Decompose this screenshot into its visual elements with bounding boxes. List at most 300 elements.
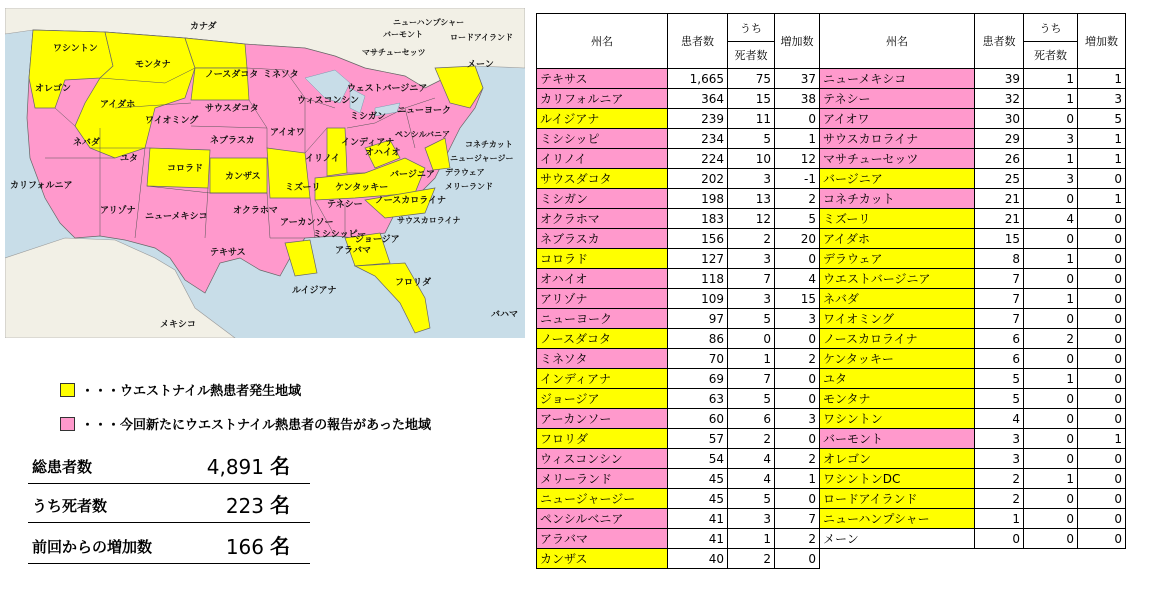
cell-patients: 86	[668, 329, 728, 349]
summary-total-patients	[28, 450, 310, 484]
table-row	[537, 509, 1126, 529]
cell-state-name: ネバダ	[820, 289, 975, 309]
table-row	[537, 129, 1126, 149]
cell-patients: 97	[668, 309, 728, 329]
cell-increase: 5	[775, 209, 820, 229]
map-label: ミシガン	[350, 112, 387, 122]
cell-state-name: ミシガン	[537, 189, 668, 209]
cell-patients: 21	[975, 209, 1024, 229]
summary-unit: 名	[270, 493, 290, 517]
cell-state-name: ニューヨーク	[537, 309, 668, 329]
cell-increase: 0	[1078, 269, 1126, 289]
summary-unit: 名	[270, 454, 290, 478]
cell-state-name: サウスカロライナ	[820, 129, 975, 149]
cell-state-name: メーン	[820, 529, 975, 549]
map-label: オハイオ	[365, 148, 401, 158]
cell-state-name: ウエストバージニア	[820, 269, 975, 289]
map-label: メーン	[467, 60, 494, 70]
cell-patients: 118	[668, 269, 728, 289]
cell-state-name: モンタナ	[820, 389, 975, 409]
map-label: ニューハンプシャー	[393, 18, 465, 27]
summary-label: うち死者数	[32, 497, 108, 515]
cell-state-name: マサチューセッツ	[820, 149, 975, 169]
cell-state-name: アーカンソー	[537, 409, 668, 429]
cell-deaths: 4	[728, 469, 775, 489]
cell-increase: 1	[1078, 149, 1126, 169]
map-label: ウェストバージニア	[347, 84, 428, 94]
map-label: ワイオミング	[145, 116, 199, 126]
cell-state-name: ミネソタ	[537, 349, 668, 369]
cell-state-name: オクラホマ	[537, 209, 668, 229]
cell-state-name: アリゾナ	[537, 289, 668, 309]
cell-deaths: 1	[1024, 69, 1078, 89]
cell-state-name: ケンタッキー	[820, 349, 975, 369]
map-label: サウスカロライナ	[397, 216, 461, 225]
cell-deaths: 0	[1024, 449, 1078, 469]
cell-state-name: ルイジアナ	[537, 109, 668, 129]
legend-swatch-pink	[60, 417, 75, 431]
cell-patients: 7	[975, 309, 1024, 329]
cell-state-name: ノースカロライナ	[820, 329, 975, 349]
header-state: 州名	[537, 14, 668, 69]
cell-deaths: 5	[728, 309, 775, 329]
cell-deaths: 1	[1024, 469, 1078, 489]
cell-patients: 3	[975, 449, 1024, 469]
cell-increase: 0	[1078, 369, 1126, 389]
cell-increase: 0	[1078, 329, 1126, 349]
cell-increase: 0	[775, 329, 820, 349]
cell-patients: 26	[975, 149, 1024, 169]
cell-increase: 0	[775, 369, 820, 389]
map-label: バージニア	[390, 170, 435, 180]
empty-cell	[975, 549, 1024, 569]
legend-text: ・・・ウエストナイル熱患者発生地域	[81, 384, 302, 399]
cell-deaths: 5	[728, 489, 775, 509]
cell-patients: 6	[975, 349, 1024, 369]
cell-patients: 21	[975, 189, 1024, 209]
table-row	[537, 409, 1126, 429]
cell-patients: 202	[668, 169, 728, 189]
cell-state-name: ユタ	[820, 369, 975, 389]
cell-patients: 5	[975, 369, 1024, 389]
cell-deaths: 10	[728, 149, 775, 169]
cell-increase: 3	[1078, 89, 1126, 109]
map-label: ウィスコンシン	[297, 96, 360, 106]
cell-state-name: ニュージャージー	[537, 489, 668, 509]
cell-deaths: 3	[728, 289, 775, 309]
cell-deaths: 0	[1024, 429, 1078, 449]
cell-state-name: コネチカット	[820, 189, 975, 209]
map-label: カナダ	[190, 22, 217, 32]
table-row	[537, 349, 1126, 369]
cell-increase: 2	[775, 189, 820, 209]
table-row	[537, 429, 1126, 449]
cell-state-name: カリフォルニア	[537, 89, 668, 109]
cell-patients: 3	[975, 429, 1024, 449]
cell-deaths: 1	[1024, 369, 1078, 389]
table-row	[537, 369, 1126, 389]
cell-deaths: 0	[1024, 229, 1078, 249]
cell-deaths: 1	[1024, 149, 1078, 169]
cell-patients: 63	[668, 389, 728, 409]
table-row	[537, 529, 1126, 549]
cell-deaths: 3	[1024, 129, 1078, 149]
cell-increase: 20	[775, 229, 820, 249]
cell-patients: 30	[975, 109, 1024, 129]
map-label: ミズーリ	[285, 183, 321, 193]
map-label: ワシントン	[53, 44, 98, 54]
cell-patients: 39	[975, 69, 1024, 89]
cell-state-name: オハイオ	[537, 269, 668, 289]
cell-patients: 239	[668, 109, 728, 129]
map-label: ノースダコタ	[205, 70, 259, 80]
cell-increase: 0	[1078, 169, 1126, 189]
map-label: ジョージア	[355, 235, 400, 245]
cell-increase: 38	[775, 89, 820, 109]
cell-increase: 0	[1078, 209, 1126, 229]
cell-patients: 29	[975, 129, 1024, 149]
table-row	[537, 229, 1126, 249]
summary-label: 前回からの増加数	[32, 538, 153, 556]
map-label: オクラホマ	[233, 206, 278, 216]
cell-deaths: 0	[1024, 409, 1078, 429]
legend-text: ・・・今回新たにウエストナイル熱患者の報告があった地域	[81, 418, 431, 433]
legend-item-yellow	[60, 380, 301, 399]
empty-cell	[820, 549, 975, 569]
cell-increase: 3	[775, 409, 820, 429]
cell-increase: 5	[1078, 109, 1126, 129]
cell-state-name: ロードアイランド	[820, 489, 975, 509]
cell-deaths: 11	[728, 109, 775, 129]
cell-state-name: アラバマ	[537, 529, 668, 549]
cell-deaths: 0	[1024, 489, 1078, 509]
cell-deaths: 2	[728, 229, 775, 249]
map-label: イリノイ	[305, 154, 340, 164]
cell-deaths: 3	[728, 509, 775, 529]
cell-increase: 1	[775, 129, 820, 149]
map-label: サウスダコタ	[205, 104, 259, 114]
cell-patients: 69	[668, 369, 728, 389]
table-row	[537, 109, 1126, 129]
map-label: メリーランド	[445, 182, 493, 191]
cell-state-name: ウィスコンシン	[537, 449, 668, 469]
cell-deaths: 3	[728, 169, 775, 189]
map-label: アーカンソー	[280, 218, 334, 228]
table-row	[537, 329, 1126, 349]
cell-state-name: ジョージア	[537, 389, 668, 409]
cell-patients: 40	[668, 549, 728, 569]
cell-increase: 0	[1078, 289, 1126, 309]
cell-patients: 45	[668, 469, 728, 489]
header-increase: 増加数	[775, 14, 820, 69]
cell-state-name: オレゴン	[820, 449, 975, 469]
map-label: ケンタッキー	[335, 183, 389, 193]
map-label: テネシー	[327, 200, 363, 210]
cell-patients: 6	[975, 329, 1024, 349]
cell-deaths: 3	[728, 249, 775, 269]
table-row	[537, 69, 1126, 89]
cell-patients: 234	[668, 129, 728, 149]
map-label: カンザス	[225, 172, 261, 182]
table-row	[537, 449, 1126, 469]
map-label: デラウェア	[445, 168, 485, 177]
table-row	[537, 309, 1126, 329]
cell-patients: 7	[975, 269, 1024, 289]
cell-increase: 37	[775, 69, 820, 89]
cell-state-name: カンザス	[537, 549, 668, 569]
cell-deaths: 2	[728, 429, 775, 449]
cell-deaths: 75	[728, 69, 775, 89]
cell-increase: 1	[1078, 429, 1126, 449]
cell-increase: 0	[1078, 249, 1126, 269]
cell-increase: 2	[775, 349, 820, 369]
cell-state-name: ペンシルベニア	[537, 509, 668, 529]
table-row	[537, 549, 1126, 569]
cell-patients: 32	[975, 89, 1024, 109]
cell-deaths: 1	[1024, 289, 1078, 309]
map-label: テキサス	[210, 248, 246, 258]
map-label: ペンシルバニア	[395, 130, 451, 139]
map-label: カリフォルニア	[10, 181, 73, 191]
table-row	[537, 149, 1126, 169]
cell-increase: 0	[775, 489, 820, 509]
cell-state-name: ネブラスカ	[537, 229, 668, 249]
cell-increase: 3	[775, 309, 820, 329]
cell-patients: 364	[668, 89, 728, 109]
header-increase: 増加数	[1078, 14, 1126, 69]
cell-deaths: 0	[1024, 349, 1078, 369]
header-state: 州名	[820, 14, 975, 69]
header-patients: 患者数	[975, 14, 1024, 69]
us-map	[5, 8, 525, 338]
map-label: ミネソタ	[263, 70, 299, 80]
cell-patients: 198	[668, 189, 728, 209]
summary-value: 223	[225, 494, 264, 518]
cell-state-name: コロラド	[537, 249, 668, 269]
cell-increase: 0	[1078, 309, 1126, 329]
map-label: バーモント	[383, 30, 423, 39]
table-row	[537, 489, 1126, 509]
cell-deaths: 12	[728, 209, 775, 229]
cell-deaths: 2	[1024, 329, 1078, 349]
header-of-which: うち	[728, 14, 775, 42]
map-label: アイオワ	[270, 128, 305, 138]
cell-deaths: 7	[728, 269, 775, 289]
table-row	[537, 189, 1126, 209]
region-indiana	[327, 128, 347, 176]
region-louisiana	[285, 240, 317, 276]
cell-state-name: フロリダ	[537, 429, 668, 449]
cell-increase: 2	[775, 529, 820, 549]
cell-deaths: 0	[1024, 529, 1078, 549]
cell-increase: 12	[775, 149, 820, 169]
cell-patients: 60	[668, 409, 728, 429]
cell-state-name: メリーランド	[537, 469, 668, 489]
cell-increase: 0	[775, 249, 820, 269]
cell-increase: -1	[775, 169, 820, 189]
map-label: モンタナ	[135, 60, 171, 70]
cell-state-name: アイダホ	[820, 229, 975, 249]
table-row	[537, 169, 1126, 189]
cell-patients: 109	[668, 289, 728, 309]
table-row	[537, 289, 1126, 309]
cell-deaths: 1	[728, 529, 775, 549]
cell-patients: 7	[975, 289, 1024, 309]
cell-deaths: 5	[728, 389, 775, 409]
cell-state-name: インディアナ	[537, 369, 668, 389]
summary-unit: 名	[270, 534, 290, 558]
cell-patients: 4	[975, 409, 1024, 429]
map-label: オレゴン	[35, 84, 72, 94]
map-label: インディアナ	[341, 138, 395, 148]
table-row	[537, 89, 1126, 109]
table-row	[537, 389, 1126, 409]
map-label: ユタ	[120, 154, 139, 164]
cell-increase: 0	[1078, 489, 1126, 509]
cell-state-name: ミズーリ	[820, 209, 975, 229]
cell-increase: 0	[775, 109, 820, 129]
summary-deaths	[28, 489, 310, 523]
map-label: ネブラスカ	[210, 136, 255, 146]
cell-deaths: 0	[1024, 389, 1078, 409]
cell-deaths: 5	[728, 129, 775, 149]
cell-increase: 1	[1078, 69, 1126, 89]
cell-patients: 25	[975, 169, 1024, 189]
map-label: コネチカット	[465, 140, 513, 149]
cell-deaths: 0	[1024, 509, 1078, 529]
cell-increase: 2	[775, 449, 820, 469]
summary-increase	[28, 530, 310, 564]
cell-patients: 1	[975, 509, 1024, 529]
cell-increase: 1	[775, 469, 820, 489]
cell-patients: 224	[668, 149, 728, 169]
map-label: ルイジアナ	[292, 286, 337, 296]
cell-increase: 0	[1078, 529, 1126, 549]
cell-state-name: ニューハンプシャー	[820, 509, 975, 529]
cell-state-name: イリノイ	[537, 149, 668, 169]
map-label: ロードアイランド	[450, 33, 514, 42]
map-label: アリゾナ	[100, 206, 136, 216]
cell-state-name: ワシントン	[820, 409, 975, 429]
cell-state-name: バーモント	[820, 429, 975, 449]
table-row	[537, 209, 1126, 229]
header-patients: 患者数	[668, 14, 728, 69]
map-label: ニュージャージー	[450, 154, 514, 163]
cell-deaths: 6	[728, 409, 775, 429]
cell-deaths: 0	[1024, 189, 1078, 209]
map-label: ノースカロライナ	[375, 196, 447, 206]
header-deaths: 死者数	[1024, 42, 1078, 69]
summary-label: 総患者数	[32, 458, 93, 476]
cell-patients: 156	[668, 229, 728, 249]
cell-deaths: 13	[728, 189, 775, 209]
cell-state-name: デラウェア	[820, 249, 975, 269]
table-row	[537, 469, 1126, 489]
cell-patients: 1,665	[668, 69, 728, 89]
map-label: メキシコ	[160, 320, 196, 330]
cell-increase: 0	[775, 549, 820, 569]
map-label: アラバマ	[335, 246, 372, 256]
cell-deaths: 1	[1024, 249, 1078, 269]
map-label: ニューヨーク	[397, 106, 452, 116]
cell-state-name: ワイオミング	[820, 309, 975, 329]
cell-deaths: 0	[728, 329, 775, 349]
cell-deaths: 15	[728, 89, 775, 109]
header-deaths: 死者数	[728, 42, 775, 69]
table-row	[537, 249, 1126, 269]
map-label: バハマ	[491, 310, 519, 320]
cell-increase: 1	[1078, 129, 1126, 149]
map-label: ネバダ	[73, 138, 100, 148]
cell-patients: 0	[975, 529, 1024, 549]
cell-deaths: 0	[1024, 109, 1078, 129]
cell-deaths: 0	[1024, 309, 1078, 329]
cell-deaths: 1	[1024, 89, 1078, 109]
cell-patients: 2	[975, 469, 1024, 489]
cell-increase: 0	[1078, 469, 1126, 489]
cell-state-name: テキサス	[537, 69, 668, 89]
table-row	[537, 269, 1126, 289]
cell-patients: 8	[975, 249, 1024, 269]
cell-state-name: ノースダコタ	[537, 329, 668, 349]
cell-deaths: 4	[1024, 209, 1078, 229]
empty-cell	[1024, 549, 1078, 569]
cell-increase: 0	[1078, 409, 1126, 429]
cell-state-name: ワシントンDC	[820, 469, 975, 489]
cell-state-name: サウスダコタ	[537, 169, 668, 189]
cell-deaths: 7	[728, 369, 775, 389]
cell-state-name: ミシシッピ	[537, 129, 668, 149]
cell-increase: 0	[1078, 389, 1126, 409]
map-label: ニューメキシコ	[145, 212, 208, 222]
empty-cell	[1078, 549, 1126, 569]
cell-patients: 54	[668, 449, 728, 469]
cell-deaths: 4	[728, 449, 775, 469]
cell-deaths: 2	[728, 549, 775, 569]
cell-increase: 0	[1078, 349, 1126, 369]
cell-patients: 127	[668, 249, 728, 269]
summary-value: 166	[225, 535, 264, 559]
table-body	[537, 69, 1126, 569]
map-label: コロラド	[167, 164, 204, 174]
cell-deaths: 3	[1024, 169, 1078, 189]
cell-increase: 7	[775, 509, 820, 529]
legend-swatch-yellow	[60, 383, 75, 397]
map-label: ミシシッピー	[313, 230, 367, 240]
cell-state-name: バージニア	[820, 169, 975, 189]
region-florida	[355, 263, 430, 333]
cell-increase: 1	[1078, 189, 1126, 209]
cell-state-name: テネシー	[820, 89, 975, 109]
header-of-which: うち	[1024, 14, 1078, 42]
cell-state-name: アイオワ	[820, 109, 975, 129]
cell-patients: 5	[975, 389, 1024, 409]
map-label: アイダホ	[100, 100, 136, 110]
summary-value: 4,891	[206, 455, 264, 479]
cell-increase: 0	[775, 389, 820, 409]
map-label: フロリダ	[395, 278, 432, 288]
legend-item-pink	[60, 414, 431, 433]
cell-increase: 0	[1078, 509, 1126, 529]
cell-patients: 15	[975, 229, 1024, 249]
cell-patients: 45	[668, 489, 728, 509]
cell-deaths: 1	[728, 349, 775, 369]
map-label: マサチューセッツ	[362, 48, 426, 57]
cell-increase: 0	[1078, 449, 1126, 469]
cell-patients: 57	[668, 429, 728, 449]
cell-patients: 183	[668, 209, 728, 229]
patients-table	[536, 13, 1126, 569]
